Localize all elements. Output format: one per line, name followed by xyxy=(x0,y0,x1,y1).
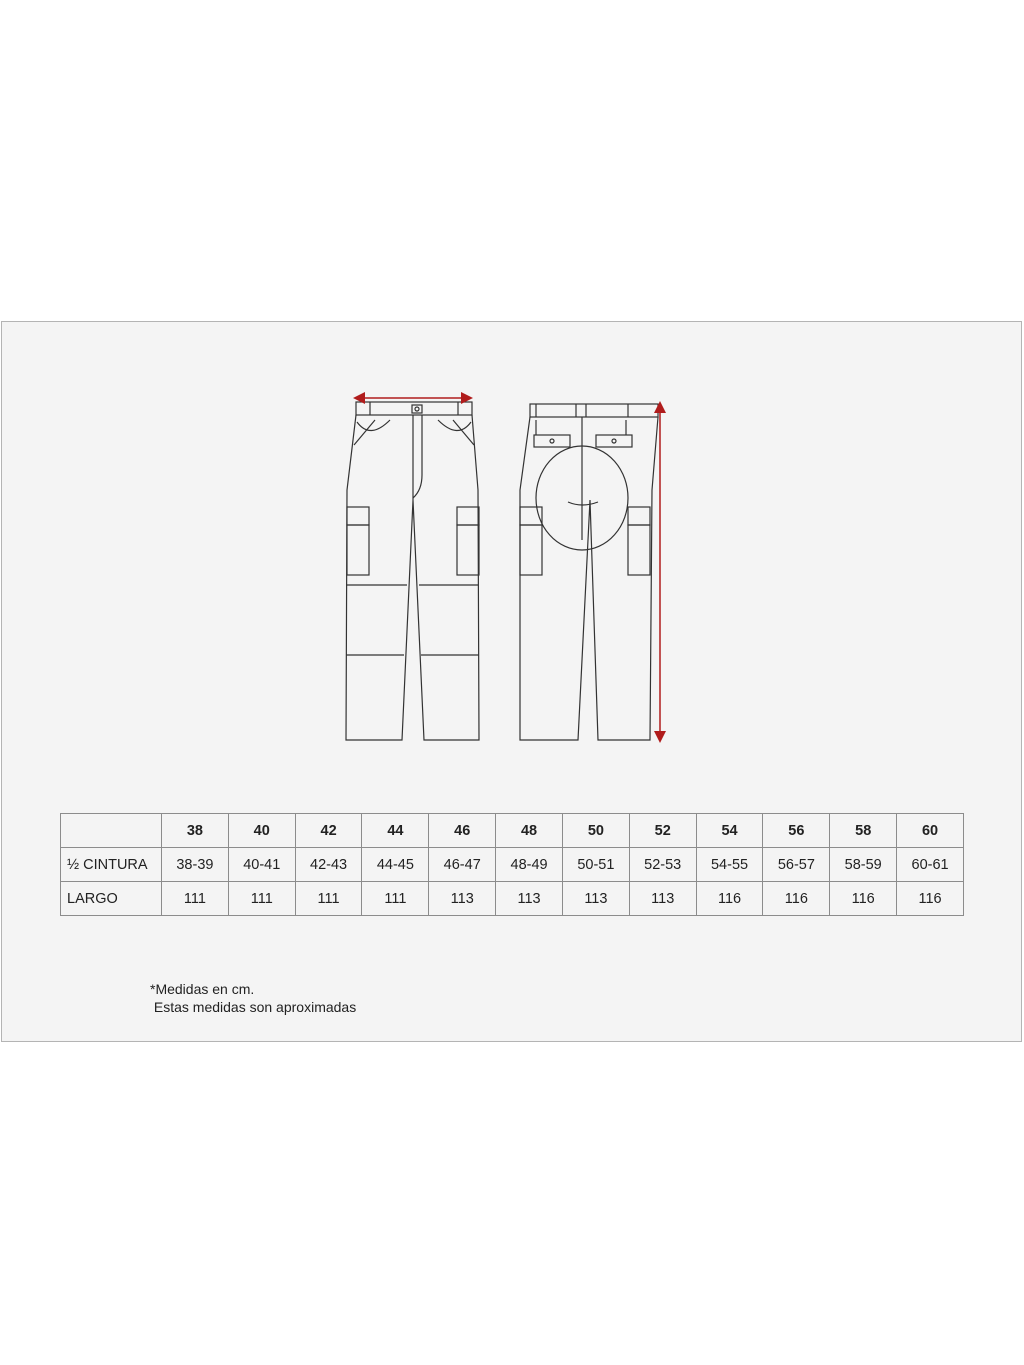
size-header: 54 xyxy=(696,814,763,848)
table-cell: 111 xyxy=(228,882,295,916)
table-cell: 46-47 xyxy=(429,848,496,882)
table-cell: 58-59 xyxy=(830,848,897,882)
table-cell: 56-57 xyxy=(763,848,830,882)
size-header: 40 xyxy=(228,814,295,848)
table-cell: 50-51 xyxy=(562,848,629,882)
table-cell: 111 xyxy=(162,882,229,916)
table-cell: 116 xyxy=(763,882,830,916)
size-header: 46 xyxy=(429,814,496,848)
size-table xyxy=(60,813,964,916)
note-line-2: Estas medidas son aproximadas xyxy=(150,999,357,1015)
size-header: 52 xyxy=(629,814,696,848)
table-cell: 111 xyxy=(295,882,362,916)
table-cell: 60-61 xyxy=(897,848,964,882)
table-cell: 113 xyxy=(429,882,496,916)
pants-front-icon xyxy=(346,402,479,740)
table-cell: 113 xyxy=(562,882,629,916)
size-header: 60 xyxy=(897,814,964,848)
pants-drawing xyxy=(330,390,680,750)
size-header: 48 xyxy=(496,814,563,848)
table-cell: 44-45 xyxy=(362,848,429,882)
table-cell: 54-55 xyxy=(696,848,763,882)
table-cell: 116 xyxy=(897,882,964,916)
table-cell: 113 xyxy=(629,882,696,916)
row-label: LARGO xyxy=(61,882,162,916)
table-cell: 38-39 xyxy=(162,848,229,882)
table-cell: 116 xyxy=(696,882,763,916)
size-header: 38 xyxy=(162,814,229,848)
table-cell: 113 xyxy=(496,882,563,916)
size-header: 56 xyxy=(763,814,830,848)
table-row xyxy=(61,882,964,916)
row-label: ½ CINTURA xyxy=(61,848,162,882)
size-header: 44 xyxy=(362,814,429,848)
table-row xyxy=(61,848,964,882)
table-cell: 111 xyxy=(362,882,429,916)
table-cell: 52-53 xyxy=(629,848,696,882)
size-header: 50 xyxy=(562,814,629,848)
size-header: 42 xyxy=(295,814,362,848)
size-header: 58 xyxy=(830,814,897,848)
table-cell: 116 xyxy=(830,882,897,916)
note-line-1: *Medidas en cm. xyxy=(150,981,255,997)
table-cell: 48-49 xyxy=(496,848,563,882)
table-cell: 40-41 xyxy=(228,848,295,882)
corner-cell xyxy=(61,814,162,848)
size-header-row xyxy=(61,814,964,848)
table-cell: 42-43 xyxy=(295,848,362,882)
measurement-notes xyxy=(150,980,356,1016)
pants-back-icon xyxy=(520,404,658,740)
